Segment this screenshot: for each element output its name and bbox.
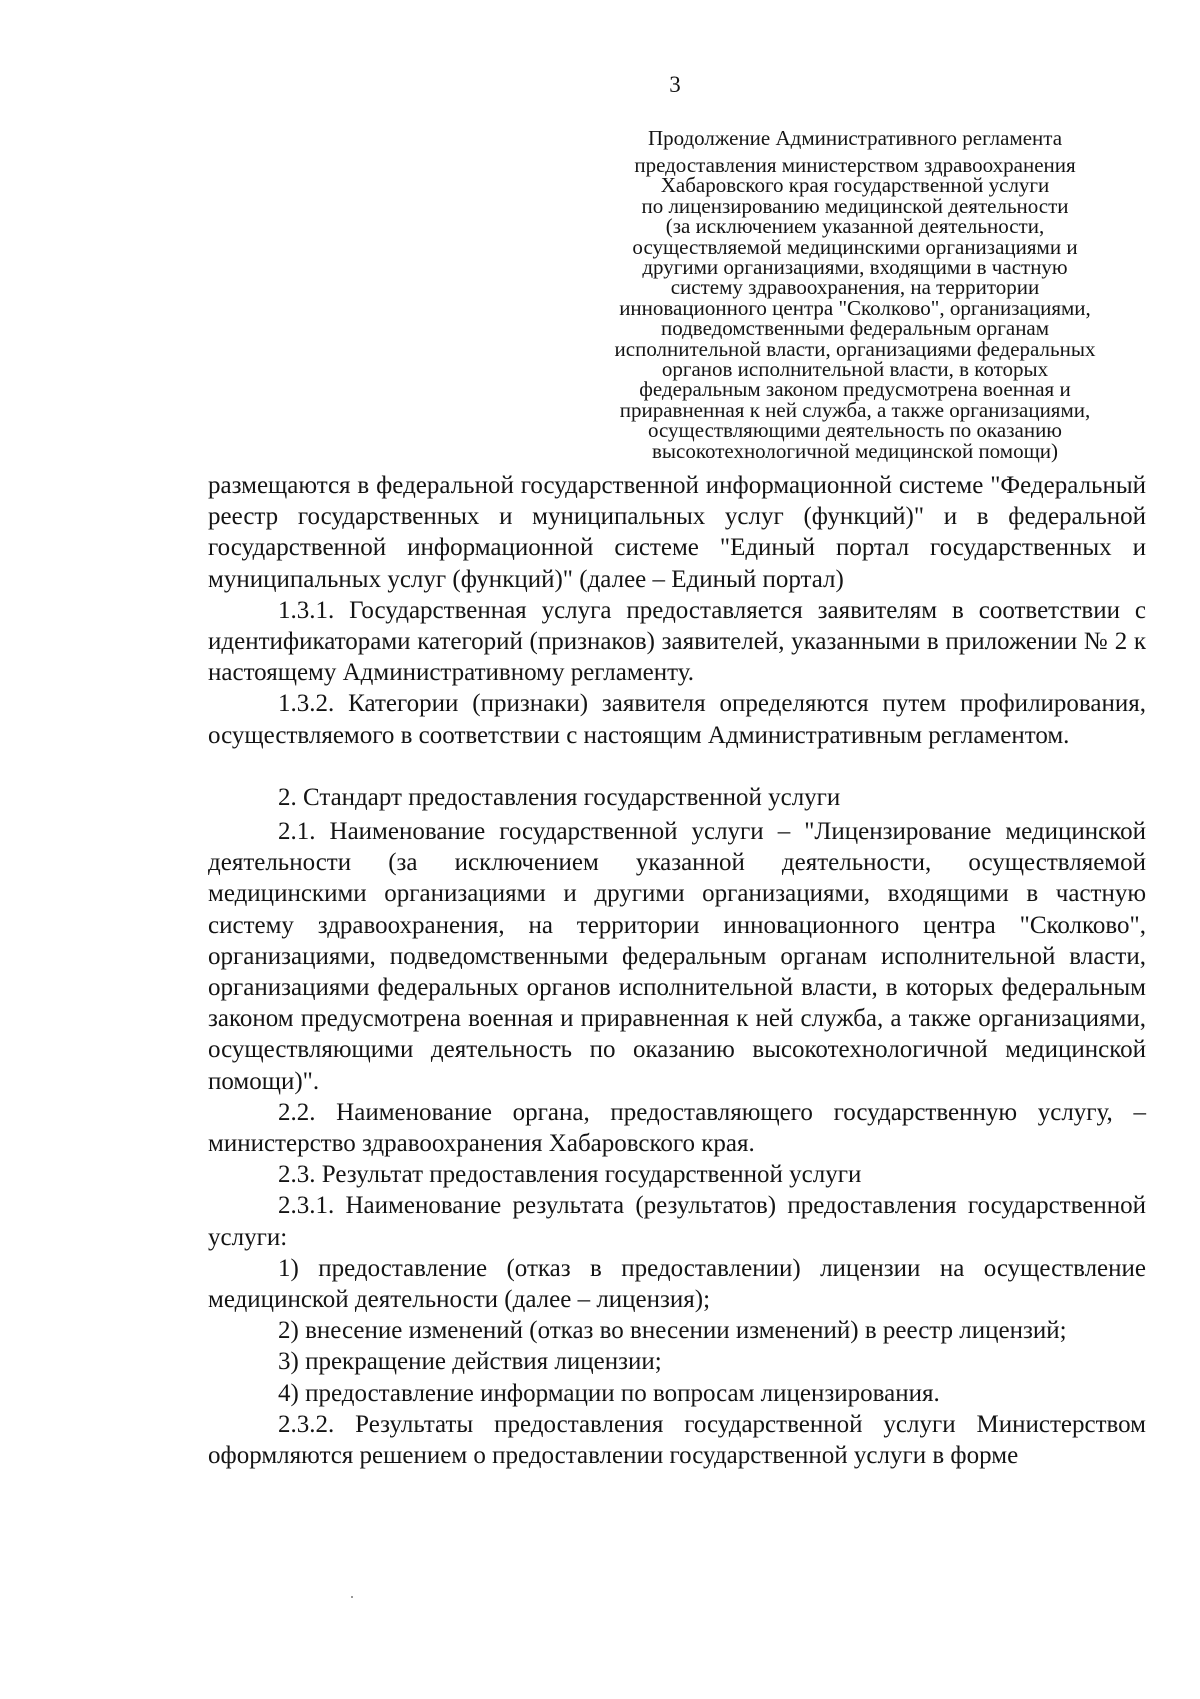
list-item-1: 1) предоставление (отказ в предоставлении) лицензии на осуществление медицинской деятельности (далее – лицензия); (208, 1254, 1146, 1314)
header-line: органов исполнительной власти, в которых (661, 357, 1049, 382)
list-item-2: 2) внесение изменений (отказ во внесении изменений) в реестр лицензий; (278, 1317, 1067, 1345)
paragraph-1-3-1: 1.3.1. Государственная услуга предоставляется заявителям в соответствии с идентификаторами категорий (признаков) заявителей, указанными в приложении № 2 к настоящему Административному регламенту. (208, 596, 1146, 687)
regulation-continuation-header (585, 121, 1125, 461)
header-line: федеральным законом предусмотрена военная и (639, 377, 1071, 402)
header-line: приравненная к ней служба, а также организациями, (619, 397, 1091, 422)
header-line: инновационного центра "Сколково", организациями, (619, 295, 1091, 320)
header-line: (за исключением указанной деятельности, (665, 214, 1045, 239)
paragraph-2-3: 2.3. Результат предоставления государственной услуги (278, 1161, 862, 1189)
paragraph-1-3-2: 1.3.2. Категории (признаки) заявителя определяются путем профилирования, осуществляемого в соответствии с настоящим Административным регламентом. (208, 690, 1146, 749)
header-line: систему здравоохранения, на территории (670, 275, 1040, 300)
header-line: подведомственными федеральным органам (660, 316, 1050, 341)
section-2-title: 2. Стандарт предоставления государственной услуги (278, 783, 841, 811)
paragraph-2-1: 2.1. Наименование государственной услуги – "Лицензирование медицинской деятельности (за исключением указанной деятельности, осуществляемой медицинскими организациями и другими организациями, входящими в частную систему здравоохранения, на территории инновационного центра "Сколково", организациями, подведомственными федеральным органам исполнительной власти, организациями федеральных органов исполнительной власти, в которых федеральным законом предусмотрена военная и приравненная к ней служба, а также организациями, осуществляющими деятельность по оказанию высокотехнологичной медицинской помощи)". (208, 818, 1146, 1095)
header-line: предоставления министерством здравоохранения (634, 153, 1076, 177)
scan-speck (351, 1596, 353, 1598)
header-line: высокотехнологичной медицинской помощи) (652, 438, 1058, 463)
header-line: осуществляющими деятельность по оказанию (647, 418, 1062, 443)
header-line: Хабаровского края государственной услуги (660, 173, 1050, 198)
list-item-3: 3) прекращение действия лицензии; (278, 1348, 662, 1376)
header-line: Продолжение Административного регламента (647, 126, 1063, 150)
header-line: другими организациями, входящими в частную (642, 255, 1068, 280)
header-line: осуществляемой медицинскими организациями и (632, 234, 1078, 259)
header-line: по лицензированию медицинской деятельности (641, 193, 1069, 218)
page-number: 3 (669, 72, 681, 97)
document-body (208, 470, 1146, 1471)
paragraph-2-3-2: 2.3.2. Результаты предоставления государственной услуги Министерством оформляются решением о предоставлении государственной услуги в форме (208, 1410, 1146, 1470)
paragraph-continuation: размещаются в федеральной государственной информационной системе "Федеральный реестр государственных и муниципальных услуг (функций)" и в федеральной государственной информационной системе "Единый портал государственных и муниципальных услуг (функций)" (далее – Единый портал) (208, 472, 1146, 593)
paragraph-2-2: 2.2. Наименование органа, предоставляющего государственную услугу, – министерство здравоохранения Хабаровского края. (208, 1098, 1146, 1158)
paragraph-2-3-1: 2.3.1. Наименование результата (результатов) предоставления государственной услуги: (208, 1192, 1146, 1251)
header-line: исполнительной власти, организациями федеральных (614, 336, 1096, 361)
list-item-4: 4) предоставление информации по вопросам лицензирования. (278, 1379, 940, 1407)
